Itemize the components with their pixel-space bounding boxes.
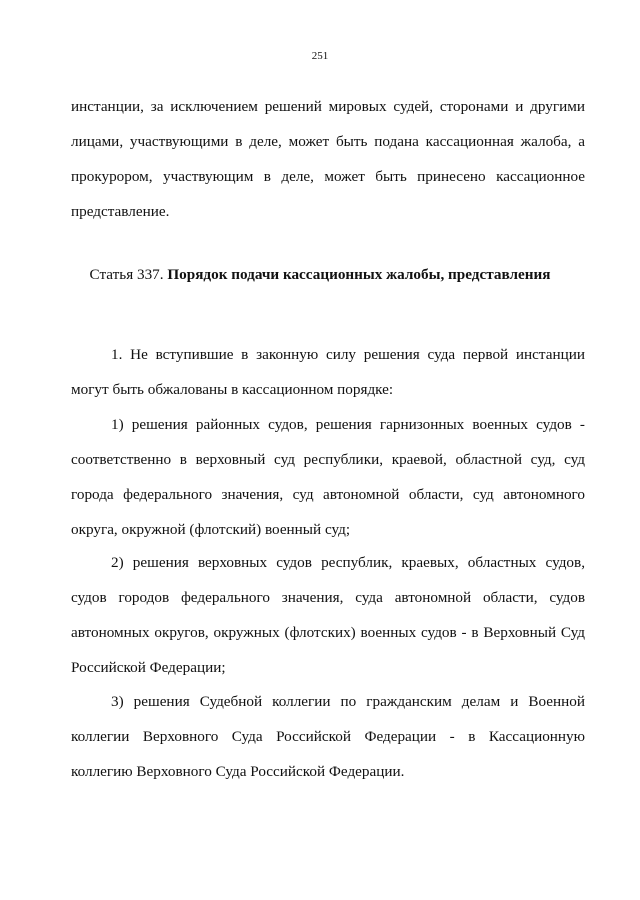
intro-paragraph xyxy=(71,89,585,229)
text-line: представление. xyxy=(71,203,170,220)
text-line: прокурором, участвующим в деле, может быть принесено кассационное xyxy=(71,168,585,185)
text-line: автономных округов, окружных (флотских) военных судов - в Верховный Суд xyxy=(71,624,585,641)
text-line: коллегию Верховного Суда Российской Федерации. xyxy=(71,763,405,780)
text-line: 3) решения Судебной коллегии по гражданским делам и Военной xyxy=(111,693,585,710)
text-line: могут быть обжалованы в кассационном порядке: xyxy=(71,381,394,398)
text-line: 1) решения районных судов, решения гарнизонных военных судов - xyxy=(111,416,585,433)
page-number: 251 xyxy=(311,50,329,62)
article-title: Порядок подачи кассационных жалобы, представления xyxy=(167,266,551,283)
text-line: 1. Не вступившие в законную силу решения суда первой инстанции xyxy=(111,346,585,363)
list-item-3 xyxy=(71,684,585,789)
text-line: коллегии Верховного Суда Российской Федерации - в Кассационную xyxy=(71,728,585,745)
text-line: Российской Федерации; xyxy=(71,659,226,676)
list-item-1 xyxy=(71,407,585,547)
article-label: Статья 337. xyxy=(89,266,164,283)
paragraph-1 xyxy=(71,337,585,407)
text-line: соответственно в верховный суд республики, краевой, областной суд, суд xyxy=(71,451,585,468)
text-line: судов городов федерального значения, суда автономной области, судов xyxy=(71,589,585,606)
article-heading xyxy=(0,266,640,284)
text-line: города федерального значения, суд автономной области, суд автономного xyxy=(71,486,585,503)
list-item-2 xyxy=(71,545,585,685)
text-line: инстанции, за исключением решений мировых судей, сторонами и другими xyxy=(71,98,585,115)
text-line: лицами, участвующими в деле, может быть подана кассационная жалоба, а xyxy=(71,133,585,150)
text-line: округа, окружной (флотский) военный суд; xyxy=(71,521,351,538)
text-line: 2) решения верховных судов республик, краевых, областных судов, xyxy=(111,554,585,571)
